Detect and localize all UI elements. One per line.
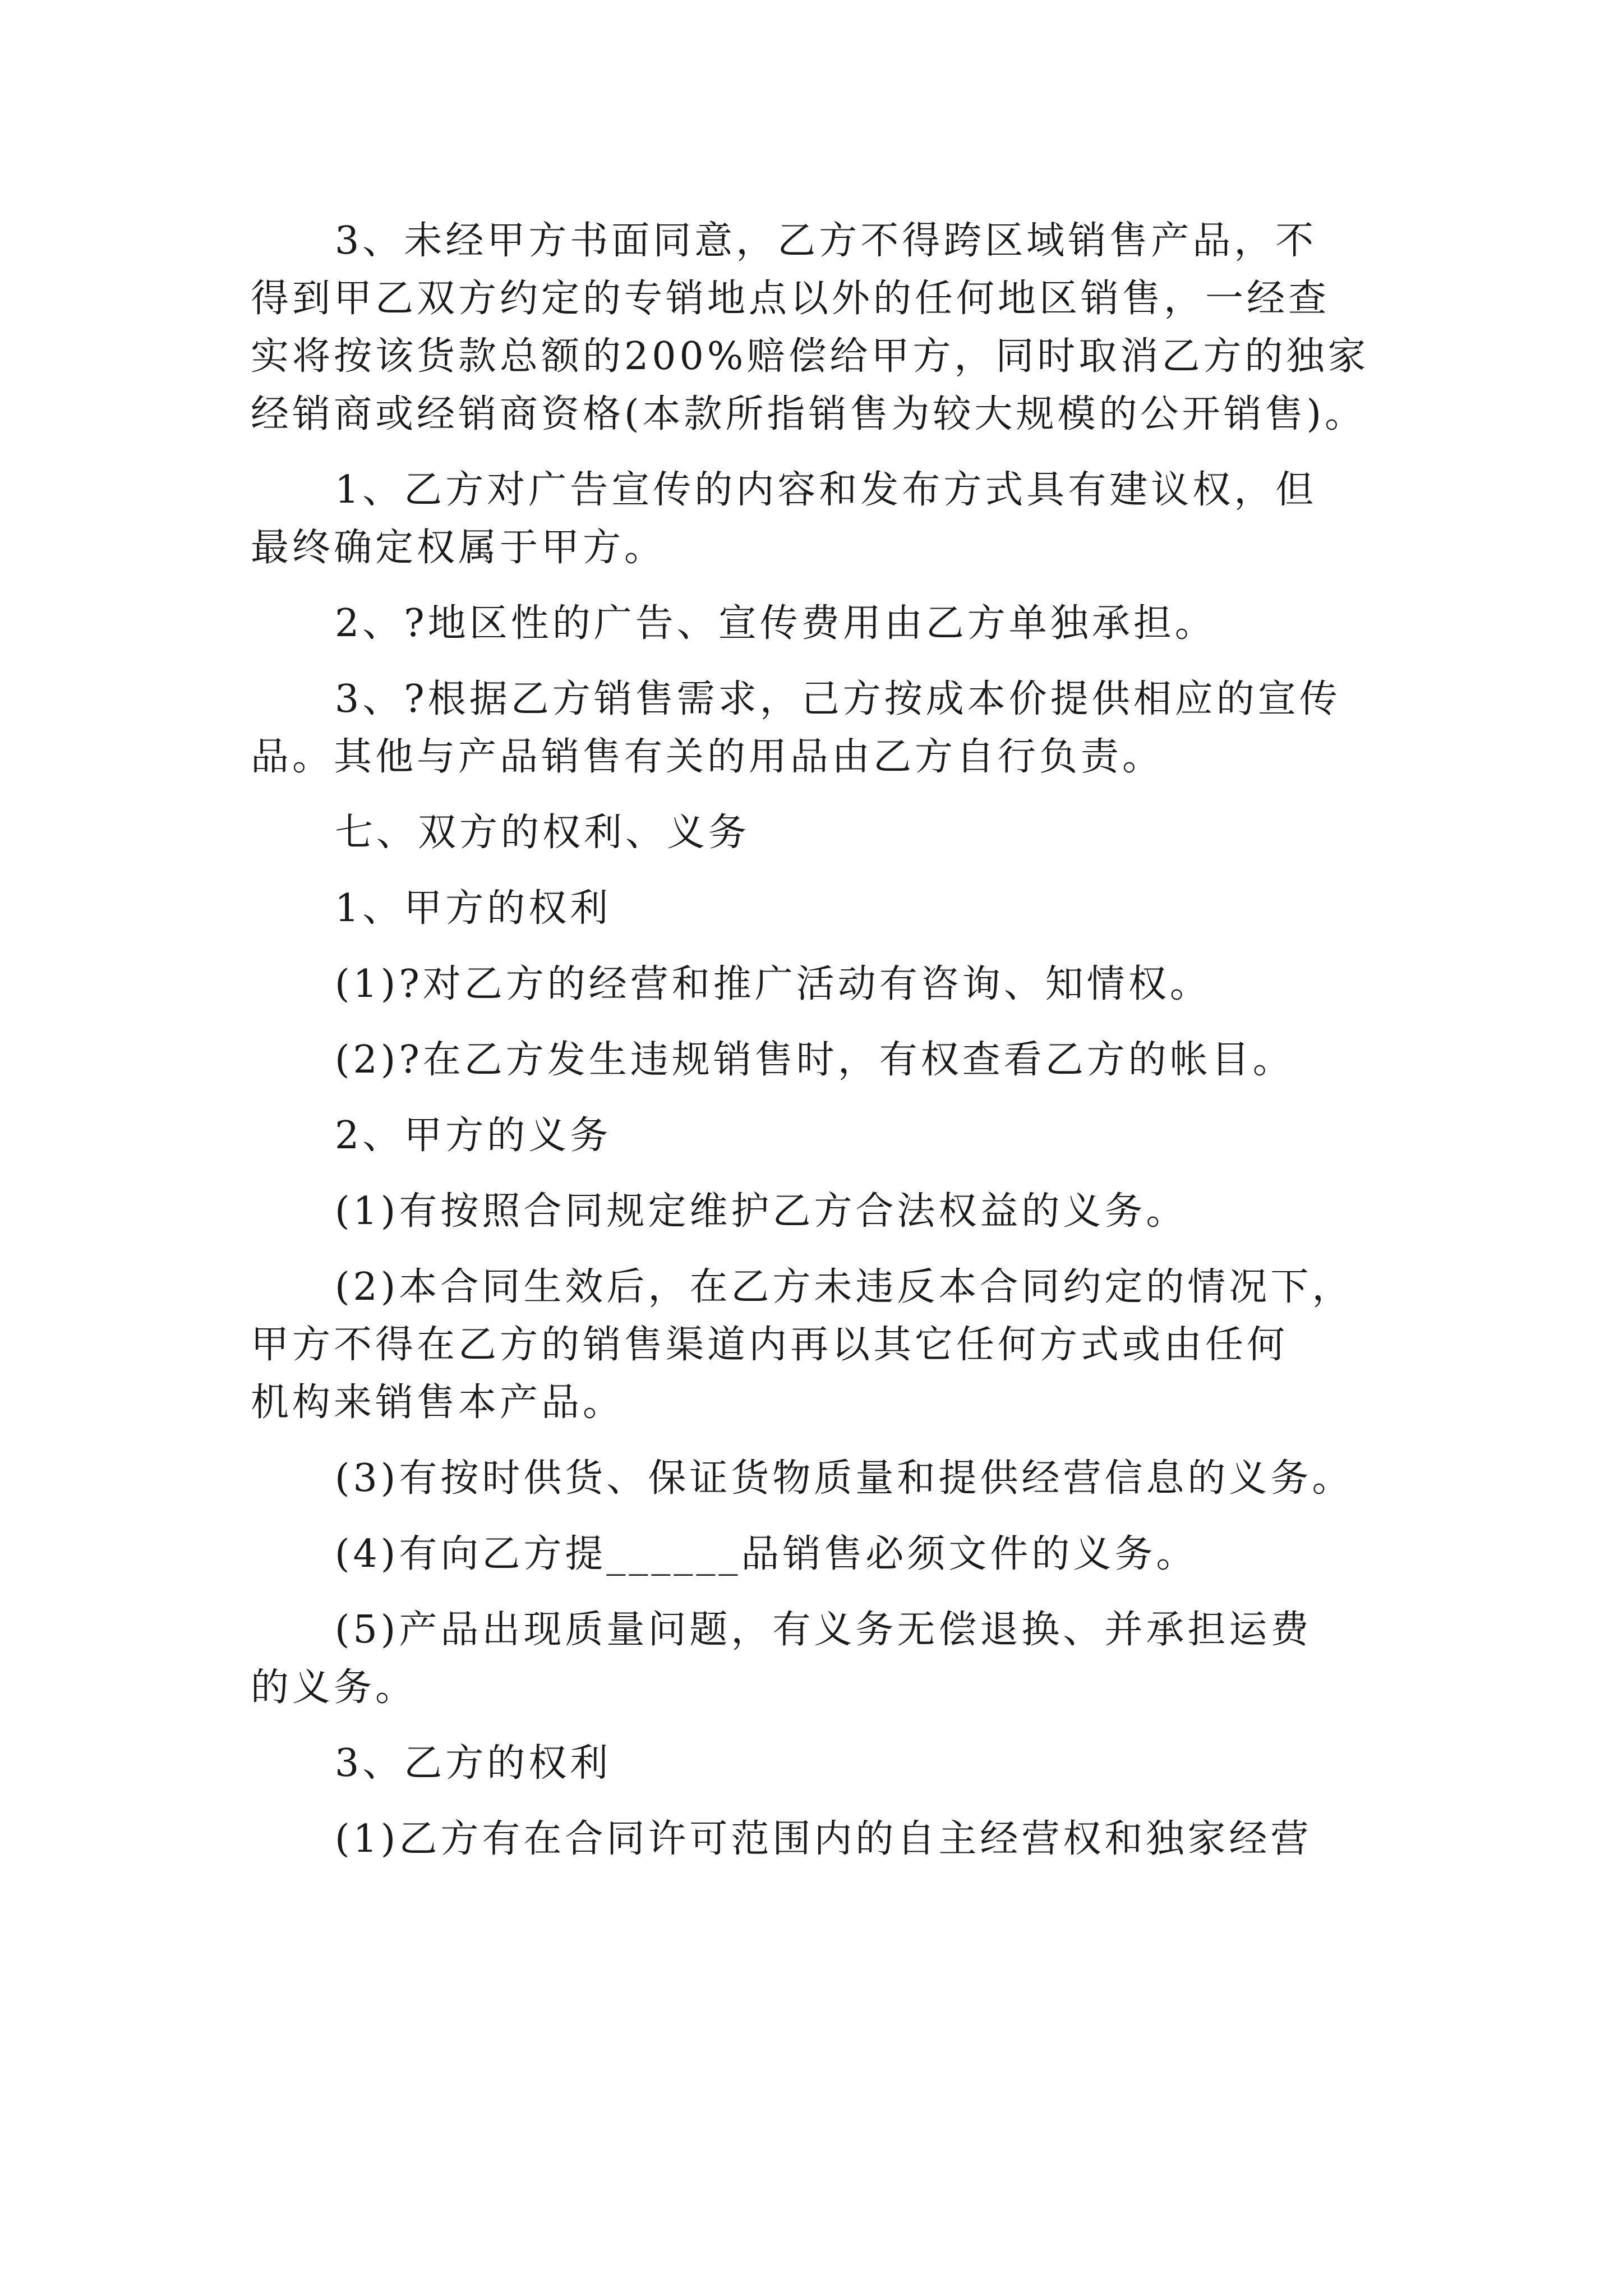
- text-line: (1)?对乙方的经营和推广活动有咨询、知情权。: [335, 962, 1211, 1006]
- paragraph-promo-materials: [251, 670, 1440, 786]
- text-line: 的义务。: [251, 1665, 417, 1710]
- paragraph-clause-3-cross-region: [251, 212, 1440, 443]
- paragraph-party-a-obligation-1: [251, 1182, 1440, 1240]
- paragraph-regional-ad-cost: [251, 595, 1440, 652]
- text-line: 1、乙方对广告宣传的内容和发布方式具有建议权，但: [335, 468, 1317, 512]
- text-line: (4)有向乙方提______品销售必须文件的义务。: [335, 1532, 1198, 1576]
- text-line: 2、?地区性的广告、宣传费用由乙方单独承担。: [335, 601, 1216, 646]
- text-line: 3、未经甲方书面同意，乙方不得跨区域销售产品，不: [335, 219, 1317, 263]
- paragraph-party-a-obligation-2: [251, 1258, 1440, 1432]
- subheading-party-a-rights: [251, 880, 1440, 937]
- paragraph-party-a-right-1: [251, 955, 1440, 1013]
- text-line: 品。其他与产品销售有关的用品由乙方自行负责。: [251, 735, 1164, 779]
- text-line: (1)乙方有在合同许可范围内的自主经营权和独家经营: [335, 1817, 1312, 1861]
- text-line: 实将按该货款总额的200%赔偿给甲方，同时取消乙方的独家: [251, 334, 1370, 379]
- paragraph-party-a-right-2: [251, 1031, 1440, 1089]
- paragraph-party-a-obligation-3: [251, 1450, 1440, 1507]
- text-line: 2、甲方的义务: [335, 1114, 612, 1158]
- text-line: 3、乙方的权利: [335, 1741, 612, 1786]
- document-body: [251, 212, 1440, 1868]
- paragraph-party-a-obligation-4: [251, 1525, 1440, 1583]
- text-line: (2)?在乙方发生违规销售时，有权查看乙方的帐目。: [335, 1038, 1294, 1082]
- subheading-party-a-obligations: [251, 1107, 1440, 1165]
- text-line: (3)有按时供货、保证货物质量和提供经营信息的义务。: [335, 1456, 1354, 1501]
- text-line: 机构来销售本产品。: [251, 1381, 625, 1425]
- text-line: 3、?根据乙方销售需求，己方按成本价提供相应的宣传: [335, 677, 1341, 721]
- paragraph-party-a-obligation-5: [251, 1601, 1440, 1717]
- text-line: 1、甲方的权利: [335, 886, 612, 931]
- section-heading-rights-obligations: [251, 804, 1440, 862]
- text-line: 七、双方的权利、义务: [335, 811, 750, 855]
- paragraph-ad-suggestion-right: [251, 461, 1440, 577]
- text-line: (2)本合同生效后，在乙方未违反本合同约定的情况下，: [335, 1265, 1354, 1309]
- text-line: 甲方不得在乙方的销售渠道内再以其它任何方式或由任何: [251, 1323, 1289, 1367]
- paragraph-party-b-right-1: [251, 1810, 1440, 1868]
- text-line: 最终确定权属于甲方。: [251, 526, 666, 570]
- subheading-party-b-rights: [251, 1734, 1440, 1792]
- text-line: (5)产品出现质量问题，有义务无偿退换、并承担运费: [335, 1608, 1312, 1652]
- text-line: 经销商或经销商资格(本款所指销售为较大规模的公开销售)。: [251, 392, 1367, 436]
- text-line: (1)有按照合同规定维护乙方合法权益的义务。: [335, 1189, 1188, 1234]
- text-line: 得到甲乙双方约定的专销地点以外的任何地区销售，一经查: [251, 277, 1330, 321]
